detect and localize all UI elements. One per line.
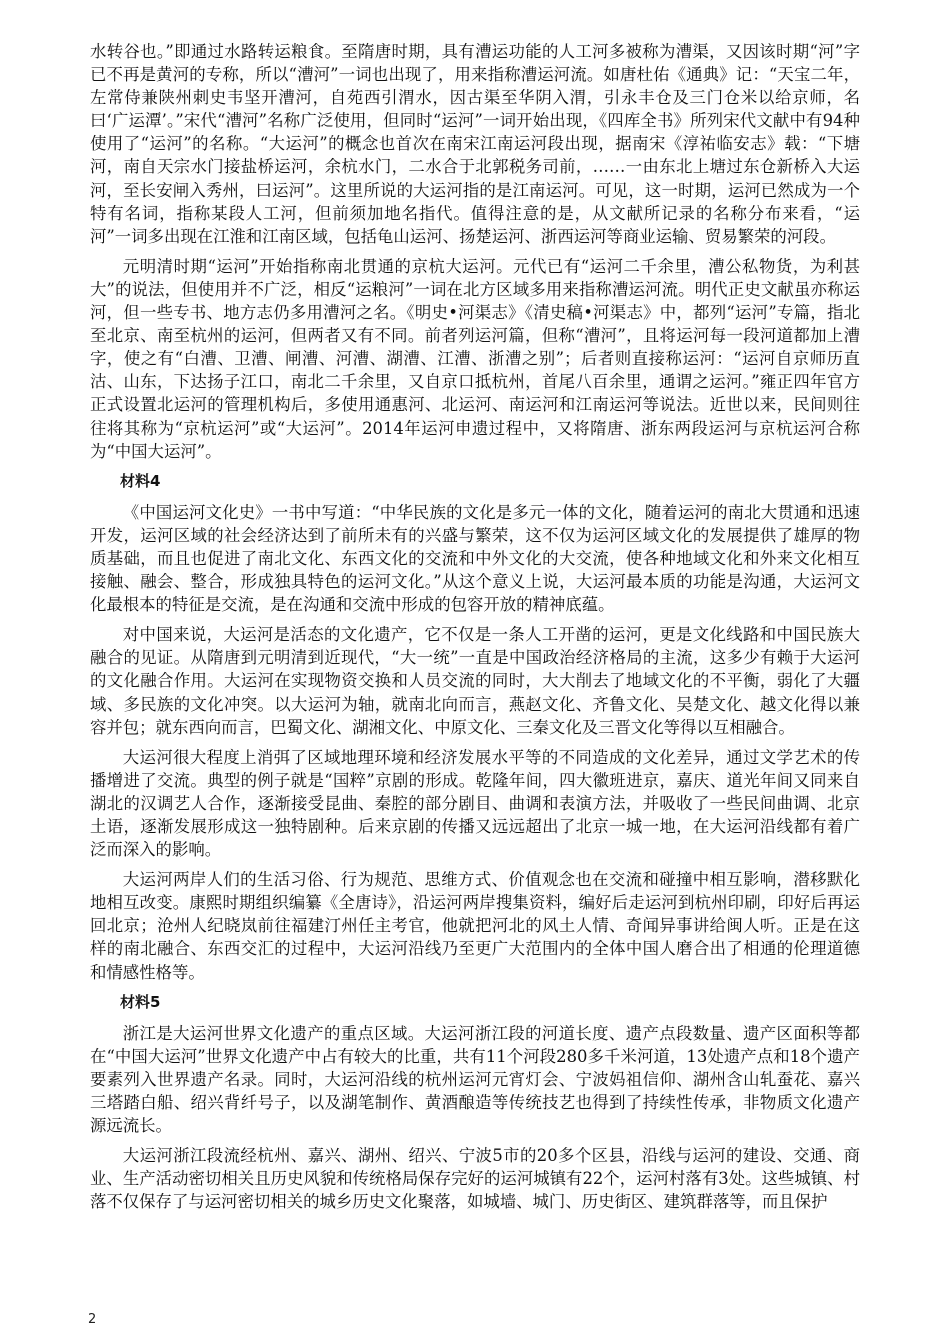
paragraph-canal-terms-yuan-ming-qing: 元明清时期“运河”开始指称南北贯通的京杭大运河。元代已有“运河二千余里，漕公私物货，为利甚大”的说法，但使用并不广泛，相反“运粮河”一词在北方区域多用来指称漕运河流。明代正史文献虽亦称运河，但一些专书、地方志仍多用漕河之名。《明史•河渠志》《清史稿•河渠志》中，都列“运河”专篇，指北至北京、南至杭州的运河，但两者又有不同。前者列运河篇，但称“漕河”，且将运河每一段河道都加上漕字，使之有“白漕、卫漕、闸漕、河漕、湖漕、江漕、浙漕之别”；后者则直接称运河：“运河自京师历直沽、山东，下达扬子江口，南北二千余里，又自京口抵杭州，首尾八百余里，通谓之运河。”雍正四年官方正式设置北运河的管理机构后，多使用通惠河、北运河、南运河和江南运河等说法。近世以来，民间则往往将其称为“京杭运河”或“大运河”。2014年运河申遗过程中，又将隋唐、浙东两段运河与京杭运河合称为“中国大运河”。 (90, 256, 860, 461)
paragraph-canal-terms-song: 水转谷也。”即通过水路转运粮食。至隋唐时期，具有漕运功能的人工河多被称为漕渠，又因该时期“河”字已不再是黄河的专称，所以“漕河”一词也出现了，用来指称漕运河流。如唐杜佑《通典》记：“天宝二年，左常侍兼陕州刺史韦坚开漕河，自苑西引渭水，因古渠至华阴入渭，引永丰仓及三门仓米以给京师，名曰‘广运潭’。”宋代“漕河”名称广泛使用，但同时“运河”一词开始出现，《四库全书》所列宋代文献中有94种使用了“运河”的名称。“大运河”的概念也首次在南宋江南运河段出现，据南宋《淳祐临安志》载：“下塘河，南自天宗水门接盐桥运河，余杭水门，二水合于北郭税务司前，……一由东北上塘过东仓新桥入大运河，至长安闸入秀州，曰运河”。这里所说的大运河指的是江南运河。可见，这一时期，运河已然成为一个特有名词，指称某段人工河，但前须加地名指代。值得注意的是，从文献所记录的名称分布来看，“运河”一词多出现在江淮和江南区域，包括龟山运河、扬楚运河、浙西运河等商业运输、贸易繁荣的河段。 (90, 42, 860, 246)
page-number: 2 (88, 1312, 97, 1327)
document-page (90, 40, 860, 1221)
heading-material-4: 材料4 (120, 471, 161, 490)
paragraph-living-heritage: 对中国来说，大运河是活态的文化遗产，它不仅是一条人工开凿的运河，更是文化线路和中国民族大融合的见证。从隋唐到元明清到近现代，“大一统”一直是中国政治经济格局的主流，这多少有赖于大运河的文化融合作用。大运河在实现物资交换和人员交流的同时，大大削去了地域文化的不平衡，弱化了大疆域、多民族的文化冲突。以大运河为轴，就南北向而言，燕赵文化、齐鲁文化、吴楚文化、越文化得以兼容并包；就东西向而言，巴蜀文化、湖湘文化、中原文化、三秦文化及三晋文化等得以互相融合。 (90, 625, 860, 737)
paragraph-peking-opera: 大运河很大程度上消弭了区域地理环境和经济发展水平等的不同造成的文化差异，通过文学艺术的传播增进了交流。典型的例子就是“国粹”京剧的形成。乾隆年间，四大徽班进京，嘉庆、道光年间又同来自湖北的汉调艺人合作，逐渐接受昆曲、秦腔的部分剧目、曲调和表演方法，并吸收了一些民间曲调、北京土语，逐渐发展形成这一独特剧种。后来京剧的传播又远远超出了北京一城一地，在大运河沿线都有着广泛而深入的影响。 (90, 747, 860, 860)
paragraph-customs-exchange: 大运河两岸人们的生活习俗、行为规范、思维方式、价值观念也在交流和碰撞中相互影响，潜移默化地相互改变。康熙时期组织编纂《全唐诗》，沿运河两岸搜集资料，编好后走运河到杭州印刷，印好后再运回北京；沧州人纪晓岚前往福建汀州任主考官，他就把河北的风土人情、奇闻异事讲给闽人听。正是在这样的南北融合、东西交汇的过程中，大运河沿线乃至更广大范围内的全体中国人磨合出了相通的伦理道德和情感性格等。 (90, 870, 860, 982)
heading-material-5: 材料5 (120, 992, 161, 1011)
paragraph-zhejiang-heritage: 浙江是大运河世界文化遗产的重点区域。大运河浙江段的河道长度、遗产点段数量、遗产区面积等都在“中国大运河”世界文化遗产中占有较大的比重，共有11个河段280多千米河道，13处遗产点和18个遗产要素列入世界遗产名录。同时，大运河沿线的杭州运河元宵灯会、宁波妈祖信仰、湖州含山轧蚕花、嘉兴三塔踏白船、绍兴背纤号子，以及湖笔制作、黄酒酿造等传统技艺也得到了持续性传承，非物质文化遗产源远流长。 (90, 1023, 860, 1136)
paragraph-canal-culture-history: 《中国运河文化史》一书中写道：“中华民族的文化是多元一体的文化，随着运河的南北大贯通和迅速开发，运河区域的社会经济达到了前所未有的兴盛与繁荣，这不仅为运河区域文化的发展提供了雄厚的物质基础，而且也促进了南北文化、东西文化的交流和中外文化的大交流，使各种地域文化和外来文化相互接触、融会、整合，形成独具特色的运河文化。”从这个意义上说，大运河最本质的功能是沟通，大运河文化最根本的特征是交流，是在沟通和交流中形成的包容开放的精神底蕴。 (90, 502, 860, 615)
paragraph-zhejiang-towns: 大运河浙江段流经杭州、嘉兴、湖州、绍兴、宁波5市的20多个区县，沿线与运河的建设、交通、商业、生产活动密切相关且历史风貌和传统格局保存完好的运河城镇有22个，运河村落有3处。这些城镇、村落不仅保存了与运河密切相关的城乡历史文化聚落，如城墙、城门、历史街区、建筑群落等，而且保护 (90, 1146, 860, 1212)
